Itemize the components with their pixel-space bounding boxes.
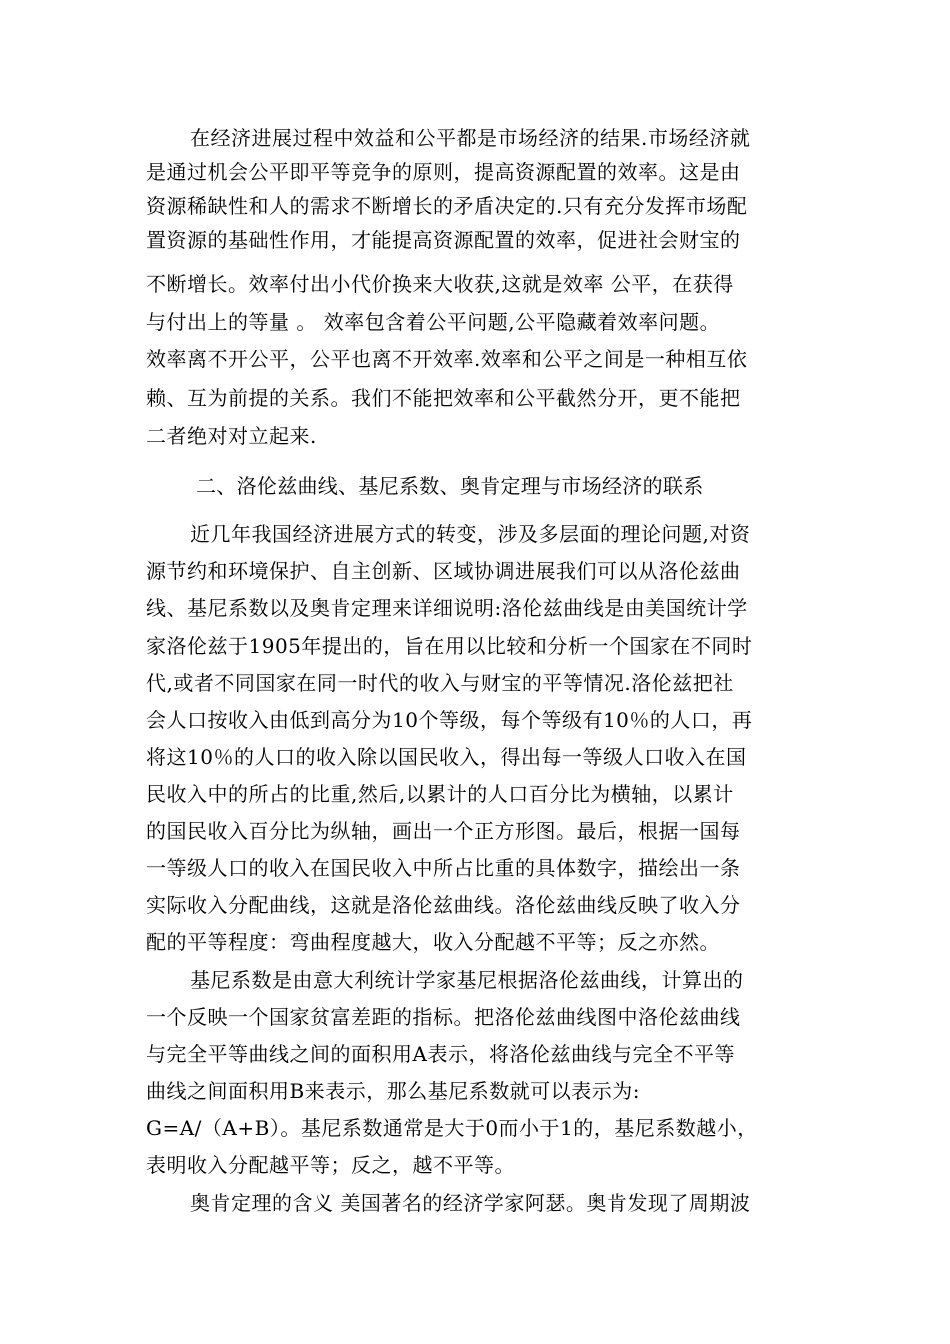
paragraph-2-line: 将这10％的人口的收入除以国民收入，得出每一等级人口收入在国 [146, 745, 747, 769]
paragraph-2-line: 的国民收入百分比为纵轴，画出一个正方形图。最后，根据一国每 [146, 819, 741, 843]
paragraph-1-line: 不断增长。效率付出小代价换来大收获,这就是效率 公平，在获得 [146, 272, 734, 296]
paragraph-3-line: 表明收入分配越平等；反之，越不平等。 [146, 1153, 515, 1177]
paragraph-1-line: 是通过机会公平即平等竞争的原则，提高资源配置的效率。这是由 [146, 160, 741, 184]
paragraph-2-line: 会人口按收入由低到高分为10个等级，每个等级有10％的人口，再 [146, 708, 753, 732]
paragraph-3-line: G=A/（A+B）。基尼系数通常是大于0而小于1的，基尼系数越小， [146, 1116, 758, 1140]
paragraph-2-line: 配的平等程度：弯曲程度越大，收入分配越不平等；反之亦然。 [146, 930, 720, 954]
paragraph-2-line: 线、基尼系数以及奥肯定理来详细说明:洛伦兹曲线是由美国统计学 [146, 596, 748, 620]
paragraph-1-line: 在经济进展过程中效益和公平都是市场经济的结果.市场经济就 [190, 126, 751, 150]
paragraph-1-line: 二者绝对对立起来. [146, 424, 317, 448]
paragraph-3-line: 基尼系数是由意大利统计学家基尼根据洛伦兹曲线，计算出的 [190, 968, 744, 992]
paragraph-2-line: 源节约和环境保护、自主创新、区域协调进展我们可以从洛伦兹曲 [146, 559, 741, 583]
paragraph-2-line: 民收入中的所占的比重,然后,以累计的人口百分比为横轴，以累计 [146, 782, 734, 806]
paragraph-2-line: 实际收入分配曲线，这就是洛伦兹曲线。洛伦兹曲线反映了收入分 [146, 893, 741, 917]
paragraph-2-line: 家洛伦兹于1905年提出的，旨在用以比较和分析一个国家在不同时 [146, 634, 753, 658]
paragraph-3-line: 与完全平等曲线之间的面积用A表示，将洛伦兹曲线与完全不平等 [146, 1042, 735, 1066]
paragraph-1-line: 置资源的基础性作用，才能提高资源配置的效率，促进社会财宝的 [146, 228, 741, 252]
paragraph-2-line: 代,或者不同国家在同一时代的收入与财宝的平等情况.洛伦兹把社 [146, 671, 734, 695]
paragraph-1-line: 赖、互为前提的关系。我们不能把效率和公平截然分开，更不能把 [146, 386, 741, 410]
paragraph-1-line: 与付出上的等量 。 效率包含着公平问题,公平隐藏着效率问题。 [146, 310, 721, 334]
paragraph-2-line: 近几年我国经济进展方式的转变，涉及多层面的理论问题,对资 [190, 522, 751, 546]
paragraph-3-line: 曲线之间面积用B来表示，那么基尼系数就可以表示为: [146, 1079, 640, 1103]
paragraph-4-line: 奥肯定理的含义 美国著名的经济学家阿瑟。奥肯发现了周期波 [190, 1191, 751, 1215]
paragraph-1-line: 资源稀缺性和人的需求不断增长的矛盾决定的.只有充分发挥市场配 [146, 194, 748, 218]
paragraph-3-line: 一个反映一个国家贫富差距的指标。把洛伦兹曲线图中洛伦兹曲线 [146, 1005, 741, 1029]
paragraph-1-line: 效率离不开公平，公平也离不开效率.效率和公平之间是一种相互依 [146, 347, 748, 371]
paragraph-2-line: 一等级人口的收入在国民收入中所占比重的具体数字，描绘出一条 [146, 856, 741, 880]
section-heading: 二、洛伦兹曲线、基尼系数、奥肯定理与市场经济的联系 [196, 474, 704, 498]
